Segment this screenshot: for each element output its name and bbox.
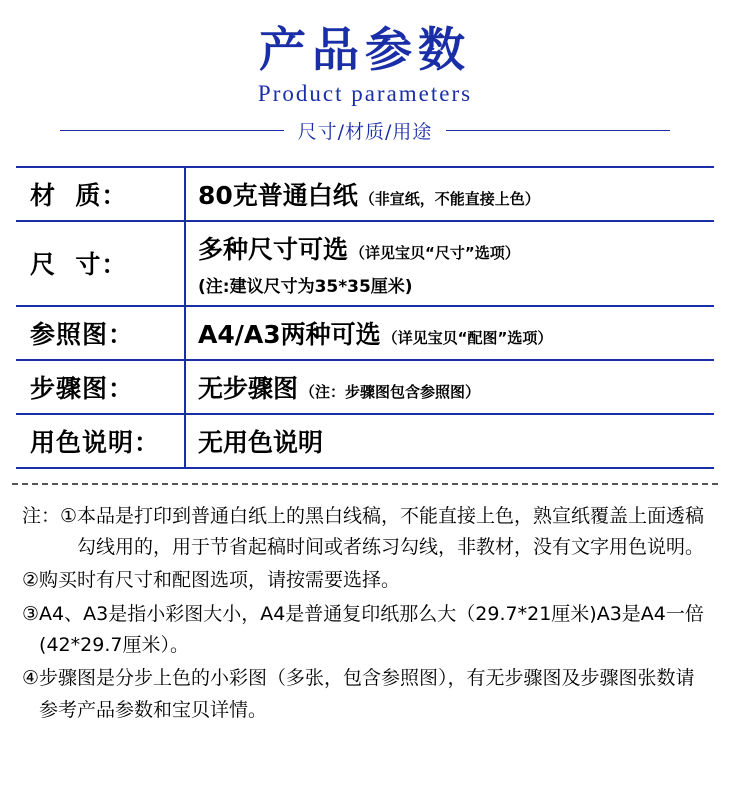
spec-value-main [198, 369, 708, 405]
subtitle-row [0, 117, 730, 144]
spec-row [16, 361, 714, 415]
note-text: 步骤图是分步上色的小彩图（多张，包含参照图），有无步骤图及步骤图张数请参考产品参数和宝贝详情。 [39, 667, 695, 721]
spec-value-note: （详见宝贝“配图”选项） [382, 328, 553, 347]
spec-label: 参照图： [16, 307, 186, 359]
page-subtitle: 尺寸/材质/用途 [297, 120, 433, 143]
spec-value-strong: 无用色说明 [198, 427, 324, 457]
spec-value-strong: 80克普通白纸 [198, 180, 358, 210]
spec-value [186, 307, 714, 359]
note-item [22, 565, 708, 596]
page-header [0, 0, 730, 144]
spec-table [16, 166, 714, 469]
note-item [22, 599, 708, 662]
spec-value [186, 415, 714, 467]
spec-label: 步骤图： [16, 361, 186, 413]
subtitle-rule-right [446, 130, 670, 131]
subtitle-rule-left [60, 130, 284, 131]
spec-value-strong: 多种尺寸可选 [198, 234, 349, 264]
note-marker: ④ [22, 667, 40, 690]
spec-value-main [198, 230, 708, 266]
spec-label: 用色说明： [16, 415, 186, 467]
spec-value [186, 222, 714, 305]
spec-value-sub: (注:建议尺寸为35*35厘米) [198, 276, 413, 297]
spec-value-strong: 无步骤图 [198, 373, 299, 403]
page-title-cn: 产品参数 [259, 23, 471, 78]
spec-value [186, 168, 714, 220]
spec-row [16, 307, 714, 361]
spec-label: 尺 寸： [16, 222, 186, 305]
note-item [22, 663, 708, 726]
spec-value-note: （详见宝贝“尺寸”选项） [350, 243, 520, 262]
note-marker: 注：① [22, 504, 78, 527]
spec-value-main [198, 315, 708, 351]
spec-value-main [198, 423, 708, 459]
spec-value-strong: A4/A3两种可选 [198, 319, 381, 349]
note-item [22, 501, 708, 564]
spec-value-note: （非宣纸，不能直接上色） [359, 189, 540, 208]
spec-row [16, 415, 714, 467]
note-text: 购买时有尺寸和配图选项，请按需要选择。 [39, 569, 401, 592]
page-title-en: Product parameters [257, 80, 473, 106]
note-marker: ② [22, 569, 40, 592]
spec-value [186, 361, 714, 413]
section-divider [12, 483, 718, 485]
note-marker: ③ [22, 602, 40, 625]
spec-row [16, 168, 714, 222]
note-text: 本品是打印到普通白纸上的黑白线稿，不能直接上色，熟宣纸覆盖上面透稿勾线用的，用于节省起稿时间或者练习勾线，非教材，没有文字用色说明。 [77, 504, 705, 559]
spec-row [16, 222, 714, 307]
spec-label: 材 质： [16, 168, 186, 220]
note-text: A4、A3是指小彩图大小，A4是普通复印纸那么大（29.7*21厘米)A3是A4一倍(42*29.7厘米）。 [39, 602, 704, 657]
notes-section [22, 501, 708, 726]
spec-value-note: （注：步骤图包含参照图） [300, 382, 481, 401]
spec-value-main [198, 176, 708, 212]
